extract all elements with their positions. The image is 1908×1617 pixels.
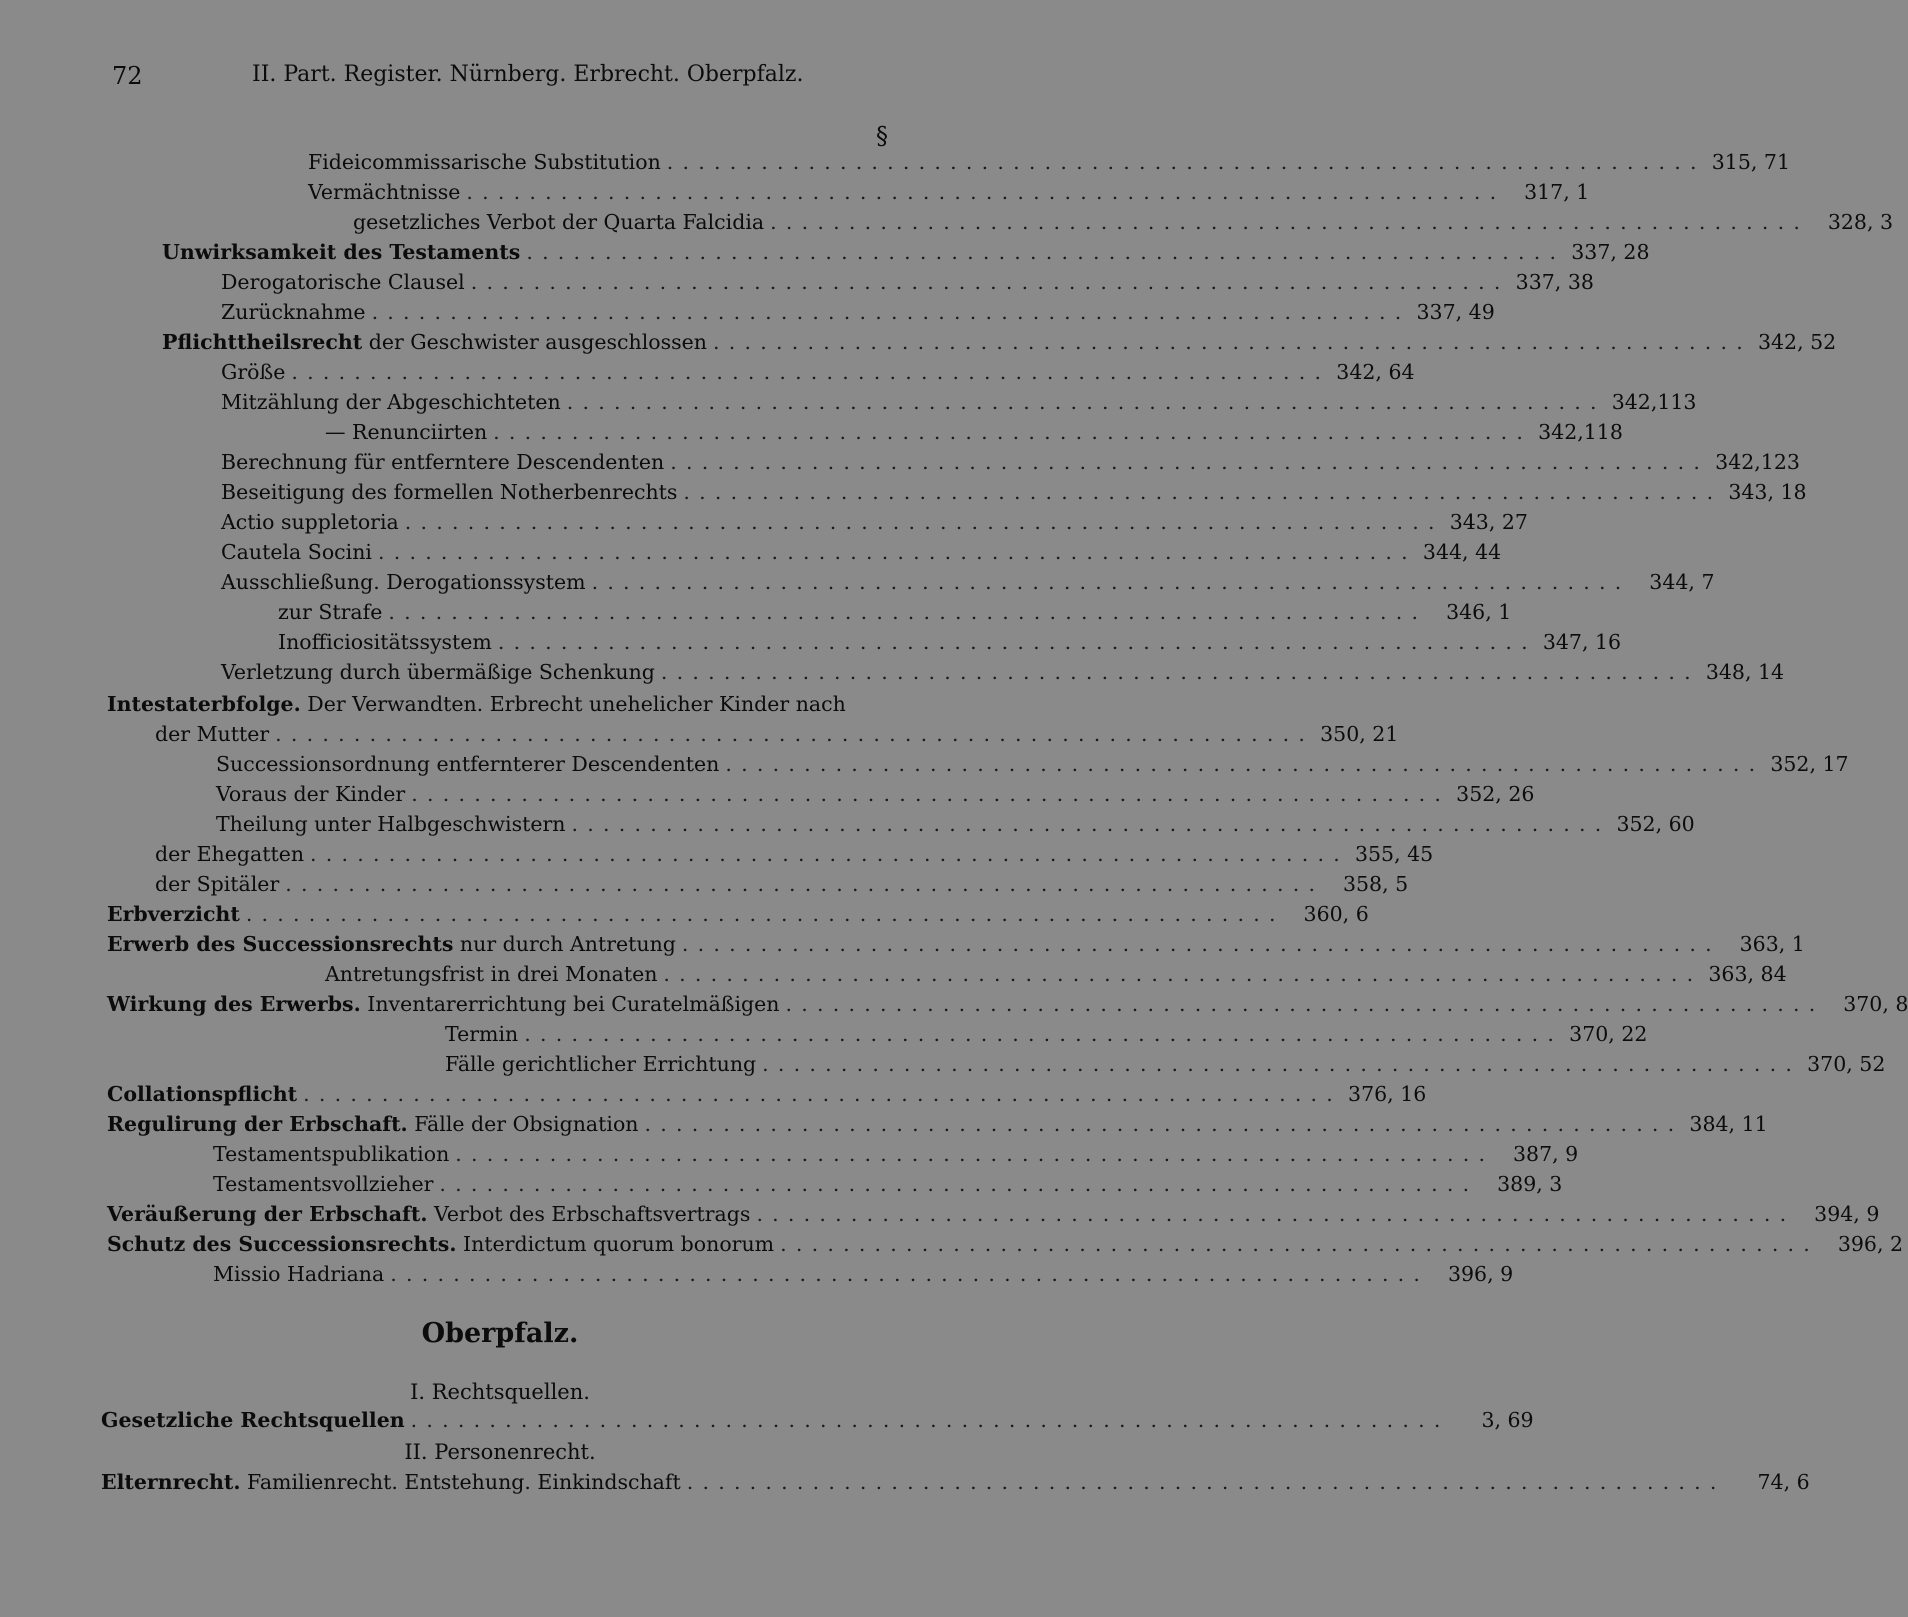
entry-text: Erbverzicht	[107, 902, 240, 926]
leader-dots: ..................................................................	[785, 992, 1825, 1016]
index-entry	[213, 1142, 1579, 1172]
leader-dots: ..................................................................	[388, 600, 1428, 624]
entry-reference: 342, 52	[1757, 330, 1837, 354]
entry-text: Schutz des Successionsrechts. Interdictum quorum bonorum	[107, 1232, 775, 1256]
entry-text: Derogatorische Clausel	[221, 270, 465, 294]
entry-text: Antretungsfrist in drei Monaten	[325, 962, 658, 986]
index-entry	[221, 450, 1800, 480]
index-entry	[325, 962, 1787, 992]
entry-text: Testamentsvollzieher	[213, 1172, 434, 1196]
entry-reference: 394, 9	[1814, 1202, 1880, 1226]
index-entry	[216, 752, 1849, 782]
entry-reference: 387, 9	[1513, 1142, 1579, 1166]
entry-reference: 344, 7	[1649, 570, 1715, 594]
entry-reference: 315, 71	[1711, 150, 1790, 174]
entry-text: — Renunciirten	[325, 420, 488, 444]
index-entry	[445, 1052, 1886, 1082]
leader-dots: ..................................................................	[411, 782, 1451, 806]
entry-reference: 355, 45	[1354, 842, 1434, 866]
leader-dots: ..................................................................	[470, 270, 1510, 294]
index-entry	[308, 150, 1790, 180]
leader-dots: ..................................................................	[644, 1112, 1684, 1136]
index-entry	[221, 660, 1785, 690]
leader-dots: ..................................................................	[683, 480, 1723, 504]
page-header	[112, 62, 932, 98]
leader-dots: ..................................................................	[371, 300, 1411, 324]
index-entry	[325, 420, 1623, 450]
subsection-personenrecht: II. Personenrecht.	[404, 1440, 596, 1464]
entry-text: gesetzliches Verbot der Quarta Falcidia	[353, 210, 765, 234]
leader-dots: ..................................................................	[571, 812, 1611, 836]
leader-dots: ..................................................................	[285, 872, 1325, 896]
entry-reference: 317, 1	[1524, 180, 1590, 204]
entry-reference: 352, 26	[1456, 782, 1535, 806]
entry-reference: 3, 69	[1481, 1408, 1534, 1432]
index-entry	[221, 360, 1415, 390]
page-number: 72	[112, 62, 143, 90]
entry-text: Successionsordnung entfernterer Descendenten	[216, 752, 720, 776]
subsection-rechtsquellen: I. Rechtsquellen.	[410, 1380, 590, 1404]
entry-text: Termin	[445, 1022, 519, 1046]
index-entry	[353, 210, 1894, 240]
entry-text: Ausschließung. Derogationssystem	[221, 570, 586, 594]
entry-text: der Spitäler	[155, 872, 280, 896]
leader-dots: ..................................................................	[390, 1262, 1430, 1286]
section-symbol: §	[876, 122, 888, 150]
leader-dots: ..................................................................	[762, 1052, 1802, 1076]
entry-text: Theilung unter Halbgeschwistern	[216, 812, 566, 836]
index-entry	[107, 1082, 1427, 1112]
entry-text: der Mutter	[155, 722, 270, 746]
index-entry	[221, 390, 1697, 420]
leader-dots: ..................................................................	[497, 630, 1537, 654]
entry-reference: 358, 5	[1342, 872, 1409, 896]
entry-text: Actio suppletoria	[221, 510, 399, 534]
entry-text: Voraus der Kinder	[216, 782, 406, 806]
entry-text: Mitzählung der Abgeschichteten	[221, 390, 561, 414]
entry-text: Pflichttheilsrecht der Geschwister ausgeschlossen	[162, 330, 707, 354]
leader-dots: ..................................................................	[303, 1082, 1343, 1106]
index-entry	[308, 180, 1590, 210]
entry-reference: 337, 38	[1515, 270, 1594, 294]
leader-dots: ..................................................................	[686, 1470, 1726, 1494]
index-entry	[278, 600, 1512, 630]
entry-reference: 352, 17	[1770, 752, 1849, 776]
entry-text: Gesetzliche Rechtsquellen	[101, 1408, 405, 1432]
leader-dots: ..................................................................	[377, 540, 1417, 564]
entry-text: Verletzung durch übermäßige Schenkung	[221, 660, 655, 684]
entry-reference: 350, 21	[1320, 722, 1399, 746]
entry-reference: 337, 28	[1571, 240, 1650, 264]
leader-dots: ..................................................................	[770, 210, 1810, 234]
leader-dots: ..................................................................	[455, 1142, 1495, 1166]
entry-reference: 360, 6	[1303, 902, 1369, 926]
leader-dots: ..................................................................	[756, 1202, 1796, 1226]
entry-reference: 342,123	[1715, 450, 1800, 474]
index-entry	[221, 480, 1807, 510]
entry-reference: 389, 3	[1497, 1172, 1563, 1196]
leader-dots: ..................................................................	[566, 390, 1606, 414]
entry-reference: 328, 3	[1827, 210, 1894, 234]
entry-reference: 384, 11	[1689, 1112, 1768, 1136]
leader-dots: ..................................................................	[681, 932, 1721, 956]
entry-text: Zurücknahme	[221, 300, 366, 324]
index-entry	[155, 722, 1399, 752]
entry-text: Wirkung des Erwerbs. Inventarerrichtung bei Curatelmäßigen	[107, 992, 780, 1016]
entry-text: Fälle gerichtlicher Errichtung	[445, 1052, 757, 1076]
entry-reference: 343, 18	[1728, 480, 1807, 504]
entry-text: Inofficiositätssystem	[278, 630, 492, 654]
index-entry	[155, 842, 1434, 872]
index-entry	[155, 872, 1409, 902]
entry-text: zur Strafe	[278, 600, 383, 624]
index-entry	[213, 1262, 1514, 1292]
entry-text: Vermächtnisse	[308, 180, 461, 204]
leader-dots: ..................................................................	[410, 1408, 1450, 1432]
index-entry	[101, 1470, 1810, 1500]
leader-dots: ..................................................................	[245, 902, 1285, 926]
entry-text: Regulirung der Erbschaft. Fälle der Obsignation	[107, 1112, 639, 1136]
index-entry	[162, 240, 1650, 270]
entry-reference: 74, 6	[1757, 1470, 1810, 1494]
entry-text: Größe	[221, 360, 286, 384]
entry-reference: 342,113	[1611, 390, 1697, 414]
entry-text: Missio Hadriana	[213, 1262, 385, 1286]
entry-reference: 396, 9	[1447, 1262, 1514, 1286]
running-title: II. Part. Register. Nürnberg. Erbrecht. Oberpfalz.	[252, 62, 804, 87]
index-entry	[107, 692, 942, 722]
leader-dots: ..................................................................	[310, 842, 1349, 866]
leader-dots: ..................................................................	[591, 570, 1631, 594]
entry-reference: 343, 27	[1449, 510, 1528, 534]
entry-text: Veräußerung der Erbschaft. Verbot des Erbschaftsvertrags	[107, 1202, 751, 1226]
index-entry	[221, 300, 1495, 330]
index-entry	[162, 330, 1837, 360]
entry-text: Elternrecht. Familienrecht. Entstehung. Einkindschaft	[101, 1470, 681, 1494]
index-entry	[278, 630, 1622, 660]
index-entry	[107, 1232, 1904, 1262]
leader-dots: ..................................................................	[713, 330, 1752, 354]
entry-reference: 363, 84	[1708, 962, 1787, 986]
entry-reference: 342, 64	[1336, 360, 1415, 384]
entry-reference: 396, 2	[1837, 1232, 1904, 1256]
leader-dots: ..................................................................	[663, 962, 1703, 986]
leader-dots: ..................................................................	[670, 450, 1710, 474]
entry-text: Testamentspublikation	[213, 1142, 450, 1166]
entry-reference: 370, 8	[1843, 992, 1908, 1016]
leader-dots: ..................................................................	[291, 360, 1331, 384]
leader-dots: ..................................................................	[439, 1172, 1479, 1196]
index-entry	[221, 570, 1715, 600]
entry-reference: 363, 1	[1739, 932, 1805, 956]
entry-text: der Ehegatten	[155, 842, 305, 866]
entry-reference: 344, 44	[1422, 540, 1502, 564]
index-entry	[445, 1022, 1648, 1052]
entry-text: Collationspflicht	[107, 1082, 298, 1106]
entry-reference: 352, 60	[1616, 812, 1695, 836]
entry-reference: 342,118	[1538, 420, 1623, 444]
entry-text: Beseitigung des formellen Notherbenrechts	[221, 480, 678, 504]
leader-dots: ..................................................................	[275, 722, 1315, 746]
entry-reference: 348, 14	[1705, 660, 1785, 684]
leader-dots: ..................................................................	[526, 240, 1566, 264]
index-entry	[216, 812, 1695, 842]
index-entry	[107, 992, 1908, 1022]
section-title: Oberpfalz.	[421, 1318, 579, 1349]
index-entry	[101, 1408, 1534, 1438]
index-entry	[107, 1112, 1768, 1142]
entry-reference: 370, 22	[1569, 1022, 1648, 1046]
index-entry	[107, 902, 1369, 932]
index-entry	[213, 1172, 1563, 1202]
index-entry	[216, 782, 1535, 812]
entry-text: Intestaterbfolge. Der Verwandten. Erbrecht unehelicher Kinder nach	[107, 692, 846, 716]
entry-text: Cautela Socini	[221, 540, 372, 564]
entry-reference: 337, 49	[1416, 300, 1495, 324]
leader-dots: ..................................................................	[404, 510, 1444, 534]
entry-text: Berechnung für entferntere Descendenten	[221, 450, 665, 474]
entry-text: Fideicommissarische Substitution	[308, 150, 661, 174]
leader-dots: ..................................................................	[780, 1232, 1820, 1256]
leader-dots: ..................................................................	[660, 660, 1700, 684]
index-entry	[221, 540, 1502, 570]
entry-reference: 376, 16	[1348, 1082, 1427, 1106]
leader-dots: ..................................................................	[466, 180, 1506, 204]
entry-text: Erwerb des Successionsrechts nur durch Antretung	[107, 932, 676, 956]
index-entry	[221, 270, 1594, 300]
leader-dots: ..................................................................	[493, 420, 1533, 444]
leader-dots: ..................................................................	[725, 752, 1765, 776]
index-entry	[107, 932, 1805, 962]
index-entry	[107, 1202, 1880, 1232]
entry-reference: 346, 1	[1446, 600, 1512, 624]
leader-dots: ..................................................................	[524, 1022, 1564, 1046]
entry-reference: 370, 52	[1807, 1052, 1886, 1076]
index-entry	[221, 510, 1528, 540]
entry-text: Unwirksamkeit des Testaments	[162, 240, 521, 264]
leader-dots: ..................................................................	[666, 150, 1706, 174]
entry-reference: 347, 16	[1542, 630, 1622, 654]
